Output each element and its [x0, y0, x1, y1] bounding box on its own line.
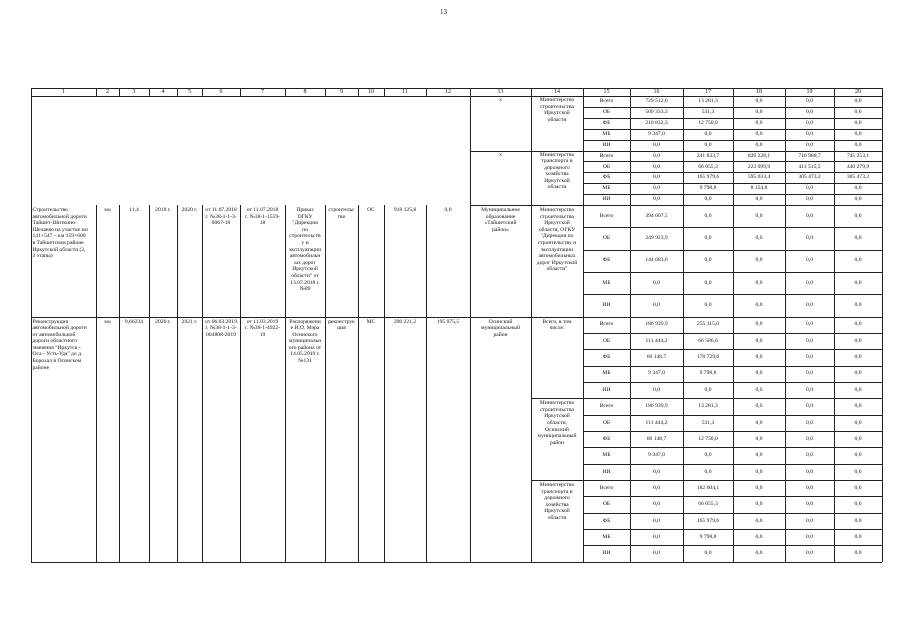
- grid-line: [358, 88, 359, 96]
- project2-sub0-value-cell: 9 798,8: [699, 370, 717, 377]
- project1-value-cell: 0,0: [854, 302, 862, 309]
- project1-col3: 11,4: [129, 207, 139, 213]
- project2-col6: от 06.03.2019 г. №38-1-1-3- 004808-2019: [205, 318, 237, 338]
- block0-value-cell: 0,0: [704, 130, 712, 137]
- project2-col2: км: [104, 318, 111, 325]
- block0-value-cell: 0,0: [806, 119, 813, 126]
- grid-line: [882, 88, 883, 96]
- project2-sub-ministry: Министерство транспорта и дорожного хозяйства Иркутской области: [539, 482, 575, 521]
- project2-col8: Распоряжени е И.О. Мэра Осинского муниципальн ого района от 14.05.2019 г. №131: [288, 318, 322, 365]
- project2-sub2-fund-label: ФБ: [602, 517, 611, 524]
- project2-sub2-value-cell: 0,0: [704, 550, 712, 557]
- project2-sub-ministry: Всего, в том числе:: [542, 318, 572, 332]
- grid-line: [531, 96, 532, 562]
- block1-value-cell: 66 055,3: [698, 163, 718, 170]
- column-header-17: 17: [705, 88, 711, 95]
- grid-line: [31, 205, 32, 562]
- project2-sub2-fund-label: Всего: [599, 484, 614, 491]
- block0-value-cell: 0,0: [806, 141, 813, 148]
- project2-col11: 200 221,2: [393, 318, 417, 325]
- project2-sub1-value-cell: 0,0: [755, 452, 763, 459]
- block0-value-cell: 12 750,0: [698, 119, 718, 126]
- project1-value-cell: 0,0: [653, 279, 660, 286]
- block0-value-cell: 531,3: [701, 109, 715, 116]
- project1-value-cell: 0,0: [806, 279, 813, 286]
- project1-value-cell: 0,0: [854, 212, 862, 219]
- project2-sub0-value-cell: 0,0: [755, 370, 763, 377]
- grid-line: [325, 205, 326, 562]
- block0-fund-label: МБ: [602, 130, 611, 137]
- project2-sub2-value-cell: 9 798,8: [699, 533, 717, 540]
- block1-value-cell: 9 798,8: [699, 185, 717, 192]
- grid-line: [531, 88, 532, 96]
- project1-value-cell: 0,0: [806, 257, 813, 264]
- grid-line: [149, 205, 150, 562]
- block1-value-cell: 595 033,4: [747, 174, 771, 181]
- block1-value-cell: 0,0: [653, 185, 660, 192]
- block1-value-cell: 0,0: [755, 196, 763, 203]
- project2-sub0-fund-label: ФБ: [602, 354, 611, 361]
- project2-sub2-fund-label: МБ: [602, 533, 611, 540]
- project2-sub2-value-cell: 0,0: [653, 550, 660, 557]
- project2-sub0-value-cell: 186 939,9: [645, 321, 668, 328]
- grid-line: [384, 205, 385, 562]
- project2-sub2-value-cell: 0,0: [854, 484, 862, 491]
- grid-line: [733, 88, 734, 96]
- column-header-13: 13: [497, 88, 504, 95]
- grid-line: [285, 205, 286, 562]
- grid-line: [358, 205, 359, 562]
- block0-value-cell: 13 281,3: [698, 98, 718, 105]
- block0-value-cell: 0,0: [704, 141, 712, 148]
- block1-fund-label: ИИ: [602, 196, 611, 203]
- project2-sub1-value-cell: 0,0: [854, 435, 862, 442]
- project2-sub-ministry: Министерство строительства Иркутской области, Осинский муниципальный район: [537, 400, 577, 446]
- project2-sub1-value-cell: 0,0: [854, 419, 862, 426]
- project2-sub2-value-cell: 0,0: [854, 550, 862, 557]
- project2-sub2-value-cell: 0,0: [755, 501, 763, 508]
- column-header-7: 7: [261, 88, 264, 95]
- project2-sub0-value-cell: 0,0: [806, 337, 813, 344]
- project1-col6: от 11.07.2018 г. №38-1-1-3- 0067-18: [205, 207, 237, 227]
- project2-col5: 2021 г.: [181, 318, 198, 325]
- project2-sub0-value-cell: 9 347,0: [648, 370, 665, 377]
- project2-sub0-value-cell: 0,0: [854, 386, 862, 393]
- grid-line: [882, 96, 883, 562]
- column-header-6: 6: [219, 88, 223, 95]
- block0-value-cell: 0,0: [854, 98, 862, 105]
- block1-fund-label: ФБ: [602, 174, 611, 181]
- project2-sub2-fund-label: ИИ: [602, 550, 611, 557]
- project1-value-cell: 0,0: [704, 257, 712, 264]
- project1-fund-label: ИИ: [602, 302, 611, 309]
- block1-value-cell: 826 228,1: [747, 152, 771, 159]
- project1-col14: Министерство строительства Иркутской области, ОГКУ "Дирекция по строительству и эксплуатации автомобильных дорог Иркутской области": [536, 207, 578, 273]
- column-header-9: 9: [340, 88, 343, 95]
- project1-value-cell: 249 923,9: [645, 235, 668, 242]
- grid-line: [426, 205, 427, 562]
- block1-value-cell: 0,0: [704, 196, 712, 203]
- block1-value-cell: 0,0: [653, 152, 660, 159]
- project1-value-cell: 0,0: [806, 212, 813, 219]
- project2-sub0-value-cell: 0,0: [755, 354, 763, 361]
- column-header-2: 2: [106, 88, 109, 95]
- project1-value-cell: 0,0: [755, 235, 763, 242]
- project2-sub0-value-cell: 0,0: [704, 386, 712, 393]
- grid-line: [384, 88, 385, 96]
- block0-value-cell: 729 512,6: [645, 98, 668, 105]
- column-header-1: 1: [62, 88, 65, 95]
- project2-sub2-value-cell: 0,0: [755, 517, 763, 524]
- project2-sub2-value-cell: 165 979,6: [696, 517, 720, 524]
- project2-sub2-value-cell: 0,0: [854, 501, 862, 508]
- project2-sub1-value-cell: 13 281,3: [698, 403, 718, 410]
- grid-line: [325, 88, 326, 96]
- project2-sub1-value-cell: 0,0: [854, 452, 862, 459]
- project2-sub0-fund-label: ОБ: [602, 337, 611, 344]
- project2-sub1-value-cell: 0,0: [806, 452, 813, 459]
- column-header-4: 4: [161, 88, 165, 95]
- project2-sub2-value-cell: 182 604,1: [696, 484, 720, 491]
- project1-value-cell: 0,0: [755, 302, 763, 309]
- grid-line: [733, 96, 734, 562]
- block1-value-cell: 165 979,6: [696, 174, 720, 181]
- block-ministry: Министерство строительства Иркутской области: [539, 97, 575, 123]
- project1-value-cell: 0,0: [854, 279, 862, 286]
- grid-line: [683, 88, 684, 96]
- block0-value-cell: 9 347,0: [648, 130, 665, 137]
- project2-sub2-value-cell: 0,0: [653, 517, 660, 524]
- project2-sub1-value-cell: 0,0: [653, 468, 660, 475]
- grid-line: [834, 96, 835, 562]
- project2-sub2-value-cell: 0,0: [653, 533, 660, 540]
- project2-sub2-fund-label: ОБ: [602, 501, 611, 508]
- grid-line: [240, 88, 241, 96]
- block1-value-cell: 241 833,7: [696, 152, 720, 159]
- project1-col10: ОС: [367, 207, 375, 213]
- project1-value-cell: 0,0: [806, 302, 813, 309]
- project1-value-cell: 0,0: [704, 212, 712, 219]
- project2-sub2-value-cell: 0,0: [755, 484, 763, 491]
- grid-line: [31, 317, 583, 318]
- column-header-14: 14: [554, 88, 560, 95]
- project1-col12: 0,0: [444, 207, 452, 213]
- grid-line: [31, 562, 882, 563]
- block1-value-cell: 0,0: [806, 196, 813, 203]
- project1-fund-label: ФБ: [602, 257, 611, 264]
- project1-fund-label: ОБ: [602, 235, 611, 242]
- block0-value-cell: 210 832,3: [645, 119, 668, 126]
- grid-line: [177, 205, 178, 562]
- column-header-10: 10: [368, 88, 374, 95]
- grid-line: [177, 88, 178, 96]
- project2-sub1-fund-label: Всего: [599, 403, 614, 410]
- project1-col11: 918 125,8: [393, 207, 417, 213]
- block1-value-cell: 0,0: [806, 185, 813, 192]
- grid-line: [119, 88, 120, 96]
- project2-sub0-value-cell: 0,0: [806, 354, 813, 361]
- project2-sub0-value-cell: 0,0: [854, 337, 862, 344]
- project2-sub0-value-cell: 66 586,6: [698, 337, 718, 344]
- project2-sub1-value-cell: 0,0: [806, 403, 813, 410]
- project2-col13: Осинский муниципальный район: [481, 318, 520, 338]
- grid-line: [630, 96, 631, 562]
- grid-line: [531, 398, 583, 399]
- page-number: 13: [440, 8, 447, 16]
- project1-fund-label: Всего: [599, 212, 614, 219]
- project2-sub1-fund-label: ФБ: [602, 435, 611, 442]
- project1-col5: 2020 г.: [181, 207, 198, 213]
- project2-sub2-value-cell: 0,0: [653, 501, 660, 508]
- project1-value-cell: 0,0: [653, 302, 660, 309]
- column-header-15: 15: [603, 88, 610, 95]
- project2-sub1-value-cell: 0,0: [854, 468, 862, 475]
- project1-value-cell: 0,0: [704, 235, 712, 242]
- project1-value-cell: 0,0: [704, 279, 712, 286]
- project1-col2: км: [104, 207, 111, 213]
- block0-value-cell: 0,0: [854, 119, 862, 126]
- block-ministry: Министерство транспорта и дорожного хозяйства Иркутской области: [539, 151, 575, 191]
- project2-sub0-fund-label: ИИ: [602, 386, 611, 393]
- grid-line: [240, 205, 241, 562]
- project2-sub1-value-cell: 0,0: [755, 435, 763, 442]
- project2-sub2-value-cell: 0,0: [806, 517, 813, 524]
- project2-sub1-value-cell: 531,3: [701, 419, 715, 426]
- project2-sub1-value-cell: 0,0: [755, 403, 763, 410]
- block0-fund-label: Всего: [599, 98, 614, 105]
- block0-value-cell: 0,0: [854, 130, 862, 137]
- block0-value-cell: 0,0: [755, 98, 763, 105]
- project2-sub0-value-cell: 178 729,6: [696, 354, 720, 361]
- project2-sub2-value-cell: 0,0: [806, 550, 813, 557]
- block0-value-cell: 0,0: [806, 109, 813, 116]
- project2-sub1-value-cell: 0,0: [755, 419, 763, 426]
- project2-sub2-value-cell: 66 055,3: [698, 501, 718, 508]
- project1-value-cell: 0,0: [704, 302, 712, 309]
- project1-col7: от 11.07.2018 г. №38-1-1559- 18: [245, 207, 280, 227]
- block1-value-cell: 305 473,2: [846, 174, 870, 181]
- project2-col7: от 11.03.2019 г. №38-1-4922- 19: [245, 318, 280, 338]
- block1-value-cell: 305 473,2: [798, 174, 821, 181]
- block1-fund-label: МБ: [602, 185, 611, 192]
- project2-sub2-value-cell: 0,0: [854, 517, 862, 524]
- grid-line: [202, 205, 203, 562]
- grid-line: [785, 88, 786, 96]
- project2-col9: реконструк ция: [328, 318, 355, 332]
- project2-sub0-value-cell: 0,0: [854, 354, 862, 361]
- grid-line: [531, 480, 583, 481]
- project1-fund-label: МБ: [602, 279, 611, 286]
- project2-sub2-value-cell: 0,0: [854, 533, 862, 540]
- project2-sub2-value-cell: 0,0: [755, 533, 763, 540]
- project2-sub0-value-cell: 66 148,7: [646, 354, 667, 361]
- block-marker: х: [499, 97, 502, 103]
- grid-line: [470, 88, 471, 96]
- project2-sub0-value-cell: 0,0: [806, 370, 813, 377]
- block0-value-cell: 0,0: [854, 141, 862, 148]
- block1-value-cell: 0,0: [854, 196, 862, 203]
- project2-sub2-value-cell: 0,0: [653, 484, 660, 491]
- project2-sub0-value-cell: 0,0: [653, 386, 660, 393]
- block1-fund-label: ОБ: [602, 163, 611, 170]
- project2-sub1-value-cell: 9 347,0: [648, 452, 665, 459]
- project2-sub1-value-cell: 0,0: [806, 468, 813, 475]
- column-header-3: 3: [132, 88, 136, 95]
- project2-sub0-value-cell: 0,0: [806, 386, 813, 393]
- project2-sub0-value-cell: 0,0: [806, 321, 813, 328]
- project2-sub1-value-cell: 0,0: [854, 403, 862, 410]
- project2-sub1-value-cell: 0,0: [704, 452, 712, 459]
- block0-fund-label: ФБ: [602, 119, 611, 126]
- grid-line: [96, 88, 97, 96]
- project2-sub1-value-cell: 0,0: [806, 435, 813, 442]
- block0-value-cell: 0,0: [755, 119, 763, 126]
- project2-col4: 2020 г.: [155, 318, 171, 325]
- project1-col9: строительс тво: [328, 207, 355, 220]
- grid-line: [96, 205, 97, 562]
- block1-value-cell: 0,0: [653, 196, 660, 203]
- project2-sub2-value-cell: 0,0: [806, 501, 813, 508]
- block1-value-cell: 716 988,7: [798, 152, 821, 159]
- project1-value-cell: 394 607,5: [645, 212, 668, 219]
- column-header-8: 8: [303, 88, 307, 95]
- project2-sub0-value-cell: 0,0: [755, 386, 763, 393]
- grid-line: [119, 205, 120, 562]
- project2-sub1-fund-label: ИИ: [602, 468, 611, 475]
- grid-line: [834, 88, 835, 96]
- project2-sub2-value-cell: 0,0: [806, 484, 813, 491]
- column-header-20: 20: [855, 88, 861, 95]
- project1-col4: 2018 г.: [155, 207, 171, 213]
- project2-sub1-value-cell: 0,0: [806, 419, 813, 426]
- project2-sub0-value-cell: 111 444,2: [645, 337, 668, 344]
- block0-value-cell: 0,0: [806, 98, 813, 105]
- block-marker: х: [499, 151, 502, 158]
- project2-sub0-value-cell: 0,0: [755, 321, 763, 328]
- column-header-19: 19: [806, 88, 813, 95]
- block0-value-cell: 0,0: [755, 141, 763, 148]
- block1-value-cell: 0,0: [854, 185, 862, 192]
- grid-line: [426, 88, 427, 96]
- project1-col8: Приказ ОГКУ "Дирекция по строительств у и эксплуатации автомобильн ых дорог Иркутской области" от 13.07.2018 г. №89: [288, 207, 322, 293]
- project2-sub0-value-cell: 0,0: [854, 370, 862, 377]
- project2-sub0-fund-label: Всего: [599, 321, 614, 328]
- block0-value-cell: 0,0: [755, 109, 763, 116]
- project2-sub1-value-cell: 12 750,0: [698, 435, 718, 442]
- column-header-11: 11: [402, 88, 408, 95]
- block1-value-cell: 0,0: [653, 174, 660, 181]
- block1-value-cell: 411 515,5: [798, 163, 821, 170]
- block0-value-cell: 0,0: [653, 141, 660, 148]
- project2-sub1-value-cell: 0,0: [755, 468, 763, 475]
- project1-value-cell: 0,0: [806, 235, 813, 242]
- project1-col13: Муниципальное образование «Тайшетский район»: [481, 207, 520, 233]
- project1-value-cell: 144 683,6: [645, 257, 668, 264]
- project2-sub1-value-cell: 111 444,2: [645, 419, 668, 426]
- project2-sub1-value-cell: 0,0: [704, 468, 712, 475]
- column-header-5: 5: [188, 88, 191, 95]
- project2-col10: МС: [366, 318, 376, 325]
- project2-sub0-value-cell: 255 115,0: [696, 321, 720, 328]
- block0-fund-label: ИИ: [602, 141, 611, 148]
- project2-col1: Реконструкция автомобильной дороги от автомобильной дороги областного значения "Иркутск - Оса - Усть-Уда" до д. Борохал в Осинском районе: [32, 318, 87, 371]
- grid-line: [149, 88, 150, 96]
- block1-value-cell: 8 154,8: [750, 185, 768, 192]
- project2-sub0-fund-label: МБ: [602, 370, 611, 377]
- grid-line: [583, 88, 584, 96]
- project2-sub0-value-cell: 0,0: [854, 321, 862, 328]
- block1-value-cell: 440 279,9: [846, 163, 870, 170]
- column-header-18: 18: [756, 88, 762, 95]
- grid-line: [630, 88, 631, 96]
- block0-value-cell: 0,0: [854, 109, 862, 116]
- grid-line: [31, 96, 32, 205]
- project1-col1: Строительство автомобильной дороги Тайшет-Шиткино- Шелаево на участке км 141+547 – км 159+600 в Тайшетском районе Иркутской области (2, 3 этапы): [32, 207, 88, 260]
- project2-sub0-value-cell: 0,0: [755, 337, 763, 344]
- grid-line: [31, 88, 32, 96]
- block0-value-cell: 0,0: [755, 130, 763, 137]
- block1-value-cell: 0,0: [653, 163, 660, 170]
- block0-value-cell: 509 333,3: [645, 109, 668, 116]
- grid-line: [785, 96, 786, 562]
- grid-line: [683, 96, 684, 562]
- block0-fund-label: ОБ: [602, 109, 611, 116]
- grid-line: [470, 96, 471, 562]
- project2-col3: 9,66234: [124, 318, 144, 325]
- project2-sub1-value-cell: 66 148,7: [646, 435, 667, 442]
- project2-sub1-fund-label: МБ: [602, 452, 611, 459]
- project2-sub2-value-cell: 0,0: [755, 550, 763, 557]
- grid-line: [470, 205, 583, 206]
- project2-sub1-fund-label: ОБ: [602, 419, 611, 426]
- block1-fund-label: Всего: [599, 152, 614, 159]
- project2-sub1-value-cell: 186 939,9: [645, 403, 668, 410]
- grid-line: [583, 96, 584, 562]
- project1-value-cell: 0,0: [854, 235, 862, 242]
- project1-value-cell: 0,0: [755, 212, 763, 219]
- project1-value-cell: 0,0: [854, 257, 862, 264]
- grid-line: [202, 88, 203, 96]
- column-header-12: 12: [445, 88, 451, 95]
- project2-col12: 195 975,5: [436, 318, 460, 325]
- project1-value-cell: 0,0: [755, 257, 763, 264]
- project1-value-cell: 0,0: [755, 279, 763, 286]
- block0-value-cell: 0,0: [806, 130, 813, 137]
- block1-value-cell: 223 099,9: [747, 163, 771, 170]
- grid-line: [285, 88, 286, 96]
- project2-sub2-value-cell: 0,0: [806, 533, 813, 540]
- block1-value-cell: 745 253,1: [846, 152, 870, 159]
- column-header-16: 16: [653, 88, 660, 95]
